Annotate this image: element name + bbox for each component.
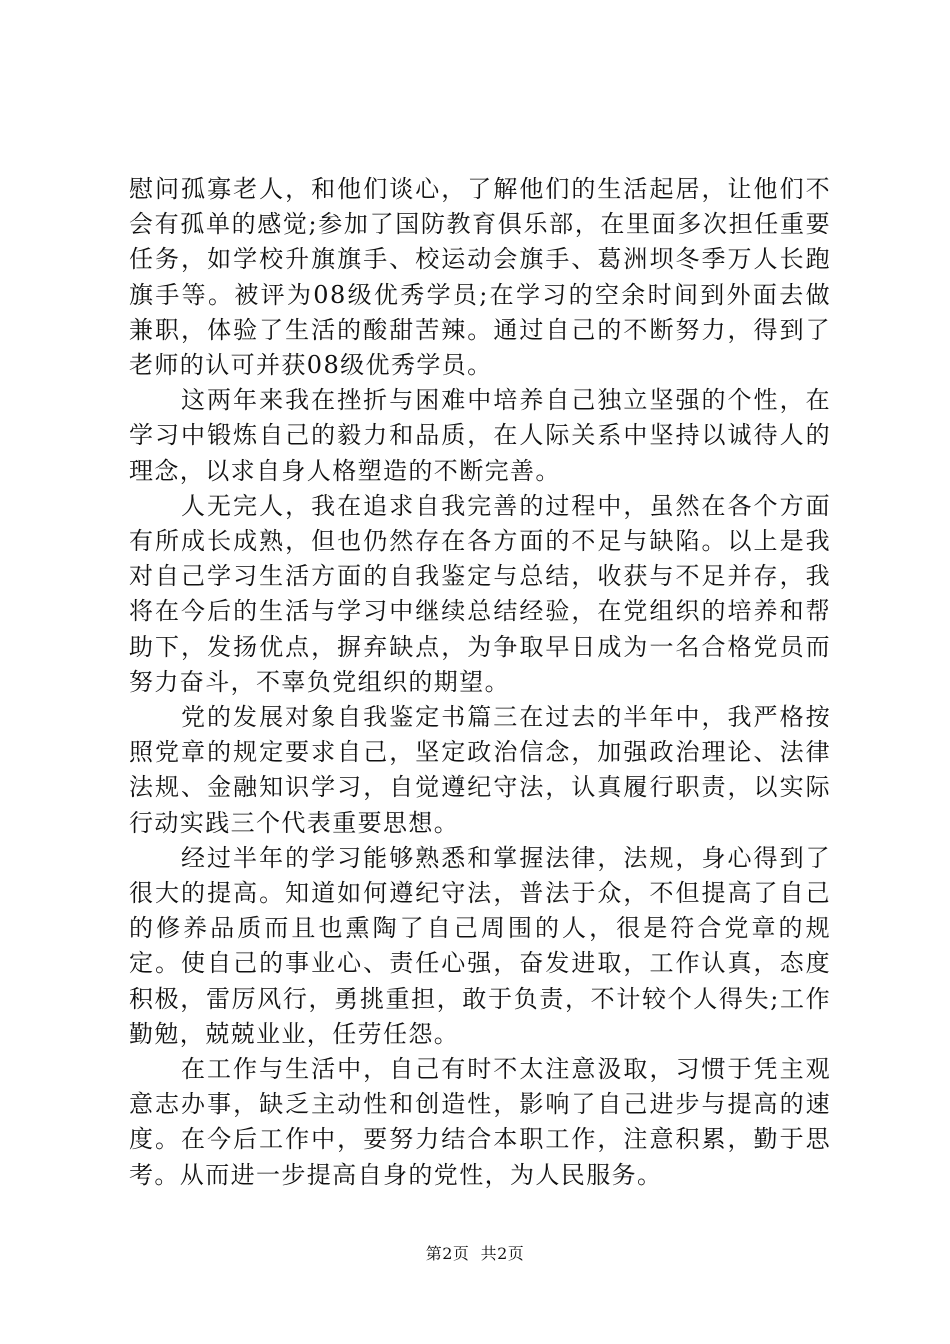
page-number-label: 第2页 共2页 (425, 1244, 525, 1263)
paragraph: 这两年来我在挫折与困难中培养自己独立坚强的个性，在学习中锻炼自己的毅力和品质，在人际关系中坚持以诚待人的理念，以求自身人格塑造的不断完善。 (129, 386, 831, 485)
page-footer (0, 1244, 950, 1264)
paragraph: 党的发展对象自我鉴定书篇三在过去的半年中，我严格按照党章的规定要求自己，坚定政治信念，加强政治理论、法律法规、金融知识学习，自觉遵纪守法，认真履行职责，以实际行动实践三个代表重要思想。 (129, 703, 831, 837)
paragraph: 经过半年的学习能够熟悉和掌握法律，法规，身心得到了很大的提高。知道如何遵纪守法，普法于众，不但提高了自己的修养品质而且也熏陶了自己周围的人，很是符合党章的规定。使自己的事业心、责任心强，奋发进取，工作认真，态度积极，雷厉风行，勇挑重担，敢于负责，不计较个人得失;工作勤勉，兢兢业业，任劳任怨。 (129, 843, 831, 1048)
paragraph-continued: 慰问孤寡老人，和他们谈心，了解他们的生活起居，让他们不会有孤单的感觉;参加了国防教育俱乐部，在里面多次担任重要任务，如学校升旗旗手、校运动会旗手、葛洲坝冬季万人长跑旗手等。被评为08级优秀学员;在学习的空余时间到外面去做兼职，体验了生活的酸甜苦辣。通过自己的不断努力，得到了老师的认可并获08级优秀学员。 (129, 175, 831, 380)
paragraph: 在工作与生活中，自己有时不太注意汲取，习惯于凭主观意志办事，缺乏主动性和创造性，影响了自己进步与提高的速度。在今后工作中，要努力结合本职工作，注意积累，勤于思考。从而进一步提高自身的党性，为人民服务。 (129, 1055, 831, 1189)
document-body (129, 172, 831, 1193)
paragraph: 人无完人，我在追求自我完善的过程中，虽然在各个方面有所成长成熟，但也仍然存在各方面的不足与缺陷。以上是我对自己学习生活方面的自我鉴定与总结，收获与不足并存，我将在今后的生活与学习中继续总结经验，在党组织的培养和帮助下，发扬优点，摒弃缺点，为争取早日成为一名合格党员而努力奋斗，不辜负党组织的期望。 (129, 491, 831, 696)
